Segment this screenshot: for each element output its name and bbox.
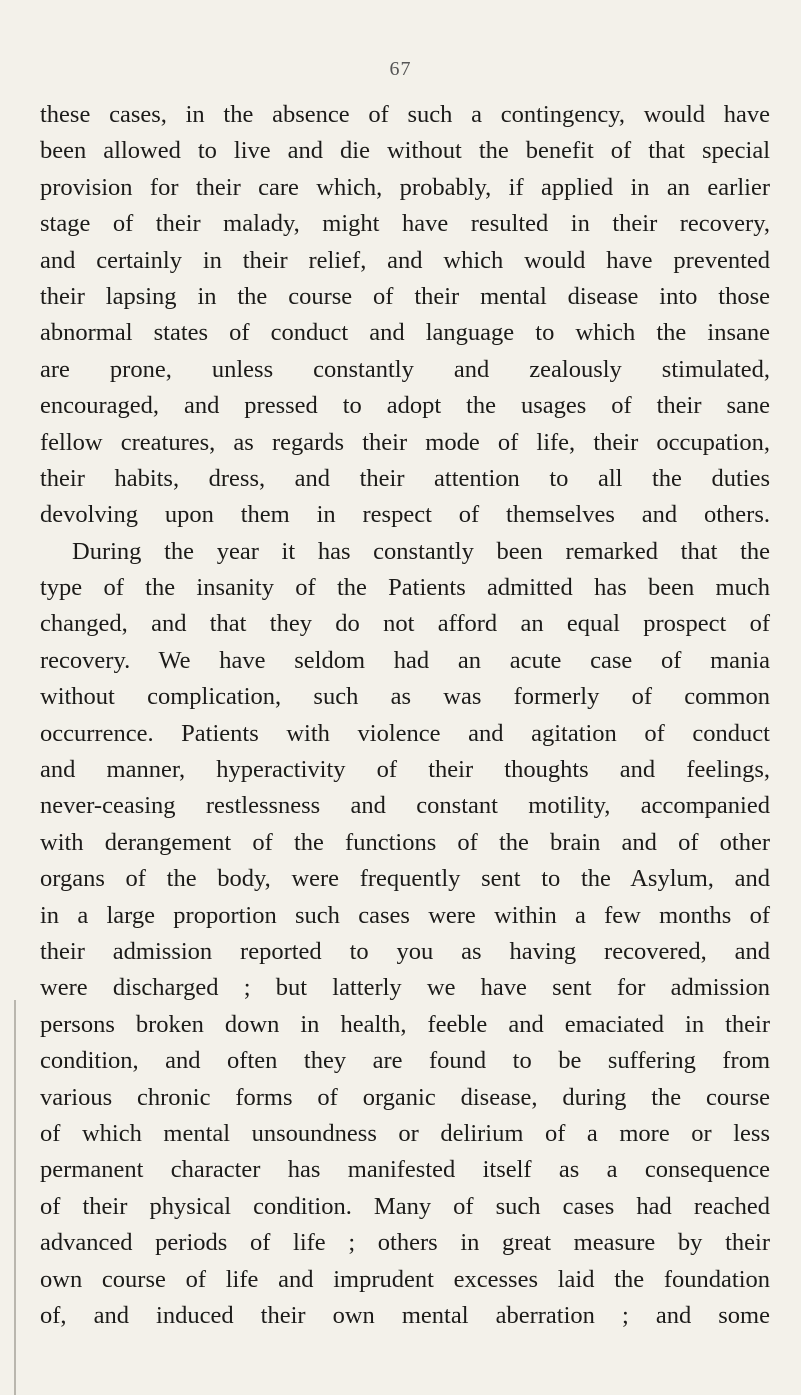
text-line: fellow creatures, as regards their mode of life, their occupation,	[40, 428, 770, 456]
text-line: encouraged, and pressed to adopt the usages of their sane	[40, 392, 770, 420]
text-line: with derangement of the functions of the brain and of other	[40, 828, 770, 856]
text-line: were discharged ; but latterly we have sent for admission	[40, 974, 770, 1002]
text-line: abnormal states of conduct and language to which the insane	[40, 319, 770, 347]
text-line: stage of their malady, might have resulted in their recovery,	[40, 210, 770, 238]
text-line: of which mental unsoundness or delirium of a more or less	[40, 1119, 770, 1147]
text-line: of their physical condition. Many of such cases had reached	[40, 1192, 770, 1220]
text-line: persons broken down in health, feeble and emaciated in their	[40, 1010, 770, 1038]
text-line: recovery. We have seldom had an acute case of mania	[40, 646, 770, 674]
page-number: 67	[389, 58, 412, 80]
text-line: devolving upon them in respect of themselves and others.	[40, 501, 770, 529]
text-line: permanent character has manifested itself as a consequence	[40, 1156, 770, 1184]
text-line: advanced periods of life ; others in great measure by their	[40, 1229, 770, 1257]
text-line: never-ceasing restlessness and constant motility, accompanied	[40, 792, 770, 820]
text-line: various chronic forms of organic disease, during the course	[40, 1083, 770, 1111]
text-line: type of the insanity of the Patients admitted has been much	[40, 574, 770, 602]
text-line: occurrence. Patients with violence and agitation of conduct	[40, 719, 770, 747]
text-line: own course of life and imprudent excesses laid the foundation	[40, 1265, 770, 1293]
text-line: their admission reported to you as having recovered, and	[40, 937, 770, 965]
text-line: are prone, unless constantly and zealously stimulated,	[40, 355, 770, 383]
paragraph-start-line: During the year it has constantly been remarked that the	[72, 537, 770, 565]
text-line: changed, and that they do not afford an equal prospect of	[40, 610, 770, 638]
text-line: provision for their care which, probably, if applied in an earlier	[40, 173, 770, 201]
text-line: in a large proportion such cases were within a few months of	[40, 901, 770, 929]
text-line: without complication, such as was formerly of common	[40, 683, 770, 711]
text-line: their habits, dress, and their attention to all the duties	[40, 464, 770, 492]
text-line: and manner, hyperactivity of their thoughts and feelings,	[40, 756, 770, 784]
text-line: condition, and often they are found to be suffering from	[40, 1047, 770, 1075]
text-line: organs of the body, were frequently sent to the Asylum, and	[40, 865, 770, 893]
text-line: been allowed to live and die without the benefit of that special	[40, 137, 770, 165]
text-line: and certainly in their relief, and which would have prevented	[40, 246, 770, 274]
text-line: of, and induced their own mental aberration ; and some	[40, 1301, 770, 1329]
body-text	[40, 97, 770, 1334]
text-line: these cases, in the absence of such a contingency, would have	[40, 101, 770, 128]
text-line: their lapsing in the course of their mental disease into those	[40, 282, 770, 310]
gutter-shadow	[14, 1000, 16, 1395]
